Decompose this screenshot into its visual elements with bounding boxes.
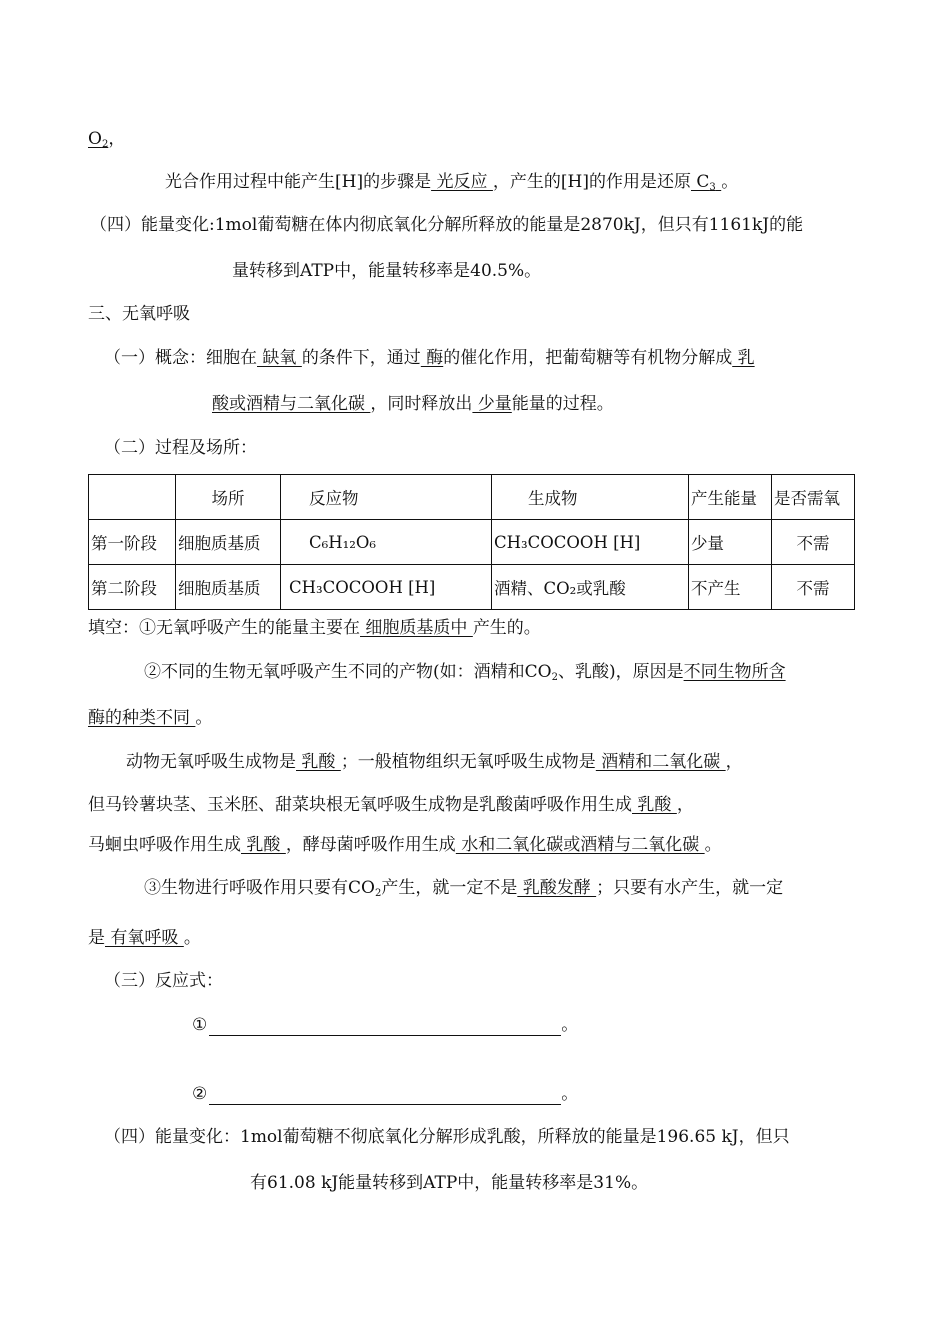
place-cell: 细胞质基质 — [176, 565, 281, 610]
reactant-cell: CH₃COCOOH [H] — [281, 565, 492, 610]
fill-line-2b: 酶的种类不同 。 — [88, 708, 213, 728]
potato-line: 但马铃薯块茎、玉米胚、甜菜块根无氧呼吸生成物是乳酸菌呼吸作用生成 乳酸 ， — [88, 795, 694, 815]
worm-line: 马蛔虫呼吸作用生成 乳酸 ，酵母菌呼吸作用生成 水和二氧化碳或酒精与二氧化碳 。 — [88, 835, 722, 855]
table-header-row — [89, 475, 855, 520]
fill-line-3b: 是 有氧呼吸 。 — [88, 928, 201, 948]
table-header-cell: 反应物 — [281, 475, 492, 520]
table-header-cell: 产生能量 — [689, 475, 772, 520]
fill-line-3: ③生物进行呼吸作用只要有$CO_2$产生，就一定不是 乳酸发酵 ；只要有水产生，就一定 — [144, 878, 784, 899]
table-row — [89, 520, 855, 565]
oxygen-cell: 不需 — [772, 520, 855, 565]
oxygen-cell: 不需 — [772, 565, 855, 610]
aerobic-energy-line1: （四）能量变化:1mol葡萄糖在体内彻底氧化分解所释放的能量是2870kJ，但只有1161kJ的能 — [90, 215, 804, 235]
reaction-1: ① 。 — [192, 1015, 579, 1035]
table-row — [89, 565, 855, 610]
energy-cell: 少量 — [689, 520, 772, 565]
anaerobic-energy-line2: 有61.08 kJ能量转移到ATP中，能量转移率是31%。 — [250, 1173, 649, 1193]
table-header-cell — [89, 475, 176, 520]
concept-line1: （一）概念：细胞在 缺氧 的条件下，通过 酶的催化作用，把葡萄糖等有机物分解成 乳 — [104, 348, 755, 368]
energy-cell: 不产生 — [689, 565, 772, 610]
table-header-cell: 是否需氧 — [772, 475, 855, 520]
animal-line: 动物无氧呼吸生成物是 乳酸 ；一般植物组织无氧呼吸生成物是 酒精和二氧化碳 ， — [126, 752, 743, 772]
reaction-2: ② 。 — [192, 1084, 579, 1104]
concept-line2: 酸或酒精与二氧化碳 ，同时释放出 少量能量的过程。 — [212, 394, 614, 414]
table-header-cell: 场所 — [176, 475, 281, 520]
stage-cell: 第一阶段 — [89, 520, 176, 565]
process-table — [88, 474, 855, 610]
product-cell: CH₃COCOOH [H] — [492, 520, 689, 565]
fill-line-1: 填空：①无氧呼吸产生的能量主要在 细胞质基质中 产生的。 — [88, 618, 541, 638]
aerobic-energy-line2: 量转移到ATP中，能量转移率是40.5%。 — [232, 261, 542, 281]
anaerobic-energy-line1: （四）能量变化：1mol葡萄糖不彻底氧化分解形成乳酸，所释放的能量是196.65 kJ，但只 — [104, 1127, 790, 1147]
reaction-1-blank — [209, 1017, 561, 1036]
stage-cell: 第二阶段 — [89, 565, 176, 610]
o2-fragment: $O_2$， — [88, 129, 126, 150]
reaction-2-blank — [209, 1086, 561, 1105]
process-title: （二）过程及场所： — [104, 438, 257, 458]
reaction-title: （三）反应式： — [104, 971, 223, 991]
place-cell: 细胞质基质 — [176, 520, 281, 565]
photosynthesis-h-line: 光合作用过程中能产生[H]的步骤是 光反应 ，产生的[H]的作用是还原 $C_3$ 。 — [165, 172, 739, 193]
product-cell: 酒精、CO₂或乳酸 — [492, 565, 689, 610]
reactant-cell: C₆H₁₂O₆ — [281, 520, 492, 565]
table-header-cell: 生成物 — [492, 475, 689, 520]
fill-line-2: ②不同的生物无氧呼吸产生不同的产物(如：酒精和$CO_2$、乳酸)，原因是不同生物所含 — [144, 662, 786, 683]
section-title: 三、无氧呼吸 — [88, 304, 190, 324]
